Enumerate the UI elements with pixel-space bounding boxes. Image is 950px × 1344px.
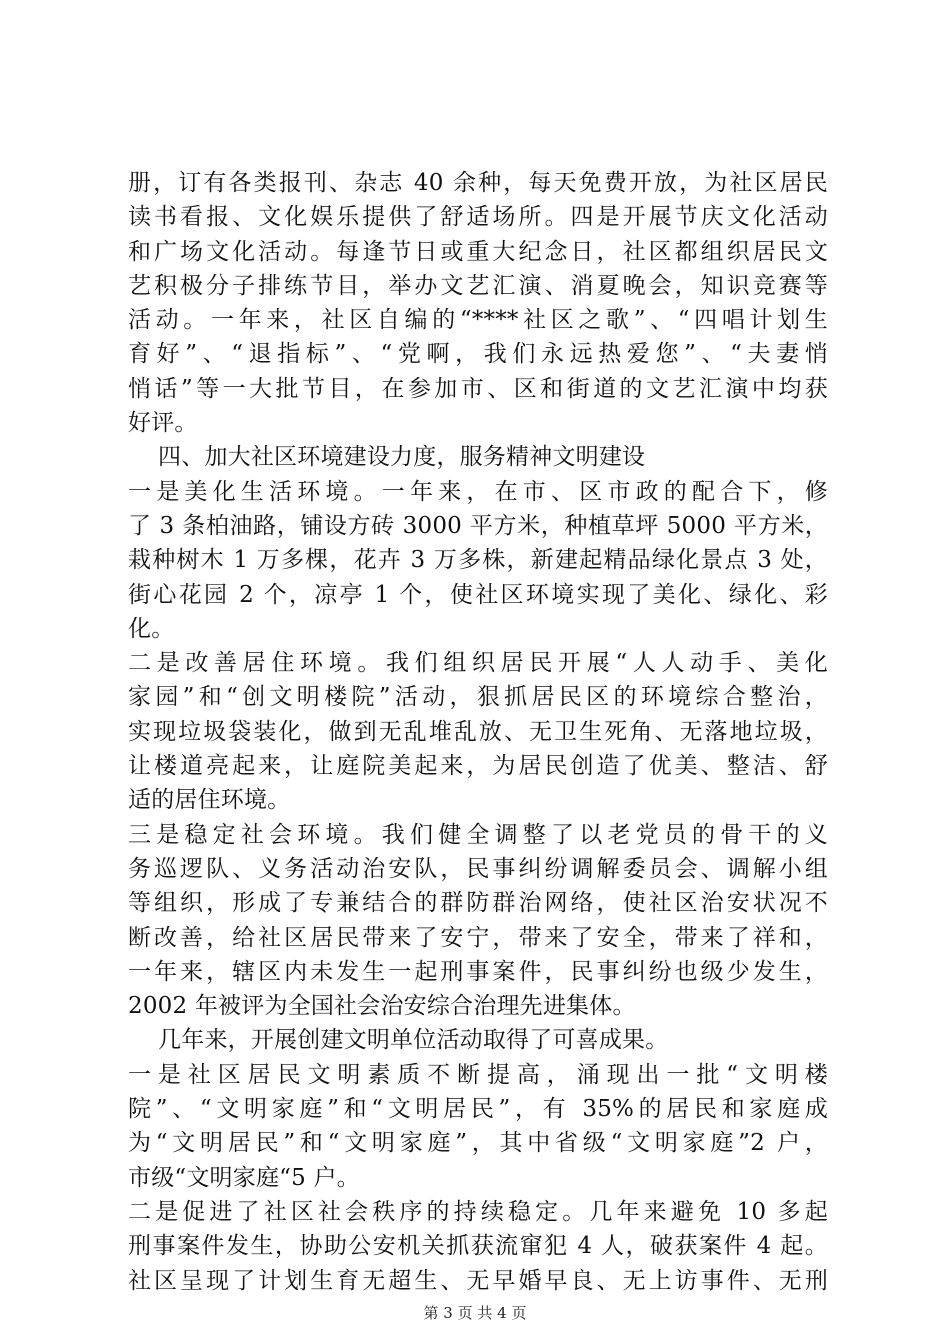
text-line: 几年来，开展创建文明单位活动取得了可喜成果。 — [128, 1027, 669, 1054]
text-line: 悄话”等一大批节目，在参加市、区和街道的文艺汇演中均获 — [128, 375, 828, 402]
document-body — [128, 166, 828, 1298]
text-line: 二是改善居住环境。我们组织居民开展“人人动手、美化 — [128, 650, 828, 677]
text-line: 好评。 — [128, 410, 198, 437]
text-line: 一是社区居民文明素质不断提高，涌现出一批“文明楼 — [128, 1061, 828, 1088]
text-line: 为“文明居民”和“文明家庭”，其中省级“文明家庭”2 户， — [128, 1130, 828, 1157]
text-line: 实现垃圾袋装化，做到无乱堆乱放、无卫生死角、无落地垃圾， — [128, 718, 828, 745]
text-line: 化。 — [128, 615, 175, 642]
text-line: 艺积极分子排练节目，举办文艺汇演、消夏晚会，知识竞赛等 — [128, 272, 828, 299]
text-line: 家园”和“创文明楼院”活动，狠抓居民区的环境综合整治， — [128, 684, 828, 711]
text-line: 活动。一年来，社区自编的“****社区之歌”、“四唱计划生 — [128, 307, 828, 334]
text-line: 育好”、“退指标”、“党啊，我们永远热爱您”、“夫妻悄 — [128, 341, 828, 368]
text-line: 务巡逻队、义务活动治安队，民事纠纷调解委员会、调解小组 — [128, 855, 828, 882]
text-line: 社区呈现了计划生育无超生、无早婚早良、无上访事件、无刑 — [128, 1267, 828, 1294]
text-line: 册，订有各类报刊、杂志 40 余种，每天免费开放，为社区居民 — [128, 170, 828, 196]
text-line: 了 3 条柏油路，铺设方砖 3000 平方米，种植草坪 5000 平方米， — [128, 512, 828, 539]
text-line: 等组织，形成了专兼结合的群防群治网络，使社区治安状况不 — [128, 890, 828, 917]
text-line: 市级“文明家庭“5 户。 — [128, 1164, 360, 1191]
page-footer: 第 3 页 共 4 页 — [423, 1304, 527, 1322]
text-line: 二是促进了社区社会秩序的持续稳定。几年来避免 10 多起 — [128, 1198, 828, 1225]
text-line: 刑事案件发生，协助公安机关抓获流窜犯 4 人，破获案件 4 起。 — [128, 1233, 828, 1260]
text-line: 和广场文化活动。每逢节日或重大纪念日，社区都组织居民文 — [128, 238, 828, 265]
text-line: 栽种树木 1 万多棵，花卉 3 万多株，新建起精品绿化景点 3 处， — [128, 547, 828, 574]
text-line: 院”、“文明家庭”和“文明居民”，有 35%的居民和家庭成 — [128, 1096, 828, 1123]
text-line: 四、加大社区环境建设力度，服务精神文明建设 — [128, 444, 646, 471]
text-line: 一是美化生活环境。一年来，在市、区市政的配合下，修 — [128, 478, 828, 505]
text-line: 断改善，给社区居民带来了安宁，带来了安全，带来了祥和， — [128, 924, 828, 951]
text-line: 适的居住环境。 — [128, 787, 291, 814]
text-line: 一年来，辖区内未发生一起刑事案件，民事纠纷也级少发生， — [128, 958, 828, 985]
text-line: 2002 年被评为全国社会治安综合治理先进集体。 — [128, 993, 636, 1020]
text-line: 街心花园 2 个，凉亭 1 个，使社区环境实现了美化、绿化、彩 — [128, 581, 828, 608]
text-line: 读书看报、文化娱乐提供了舒适场所。四是开展节庆文化活动 — [128, 204, 828, 231]
text-line: 让楼道亮起来，让庭院美起来，为居民创造了优美、整洁、舒 — [128, 753, 828, 780]
text-line: 三是稳定社会环境。我们健全调整了以老党员的骨干的义 — [128, 821, 828, 848]
